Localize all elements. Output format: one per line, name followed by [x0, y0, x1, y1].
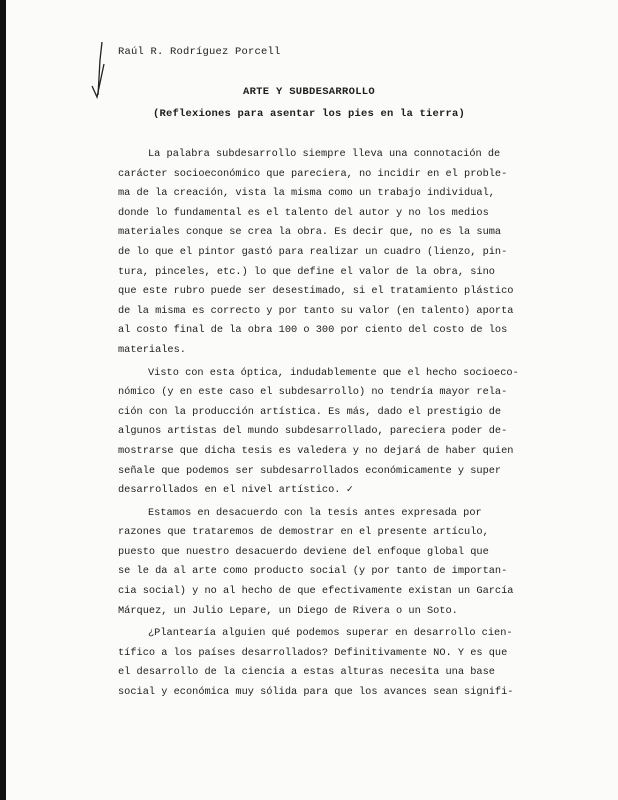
- text-line: donde lo fundamental es el talento del autor y no los medios: [118, 206, 489, 219]
- text-line: de la misma es correcto y por tanto su valor (en talento) aporta: [118, 304, 514, 317]
- text-line: desarrollados en el nivel artístico. ✓: [118, 484, 353, 497]
- text-line: materiales conque se crea la obra. Es decir que, no es la suma: [118, 226, 502, 239]
- text-line: algunos artistas del mundo subdesarrollado, pareciera poder de-: [118, 425, 508, 438]
- article-title: ARTE Y SUBDESARROLLO: [242, 86, 376, 98]
- article-subtitle: (Reflexiones para asentar los pies en la tierra): [152, 108, 466, 120]
- text-line: el desarrollo de la ciencia a estas alturas necesita una base: [118, 666, 495, 679]
- text-line: puesto que nuestro desacuerdo deviene del enfoque global que: [118, 545, 489, 558]
- text-line: Visto con esta óptica, indudablemente que el hecho socioeco-: [148, 366, 519, 379]
- text-line: razones que trataremos de demostrar en el presente artículo,: [118, 526, 489, 539]
- text-line: ¿Plantearía alguien qué podemos superar en desarrollo cien-: [148, 627, 513, 640]
- text-line: señale que podemos ser subdesarrollados económicamente y super: [118, 464, 502, 477]
- text-line: nómico (y en este caso el subdesarrollo) no tendría mayor rela-: [118, 386, 508, 399]
- text-line: materiales.: [118, 343, 186, 356]
- paragraph-1: [118, 145, 568, 361]
- text-line: cia social) y no al hecho de que efectivamente existan un García: [118, 585, 514, 598]
- text-line: ción con la producción artística. Es más, dado el prestigio de: [118, 405, 502, 418]
- paragraph-3: [118, 504, 568, 622]
- text-line: que este rubro puede ser desestimado, si el tratamiento plástico: [118, 285, 514, 298]
- text-line: tura, pinceles, etc.) lo que define el valor de la obra, sino: [118, 265, 495, 278]
- text-line: carácter socioeconómico que pareciera, no incidir en el proble-: [118, 167, 508, 180]
- article-body: [118, 145, 568, 706]
- text-line: La palabra subdesarrollo siempre lleva una connotación de: [148, 148, 501, 160]
- text-line: se le da al arte como producto social (y por tanto de importan-: [118, 565, 508, 578]
- text-line: social y económica muy sólida para que los avances sean signifi-: [118, 686, 514, 699]
- text-line: mostrarse que dicha tesis es valedera y no dejará de haber quien: [118, 444, 514, 457]
- author-line: Raúl R. Rodríguez Porcell: [118, 46, 281, 58]
- text-line: al costo final de la obra 100 o 300 por ciento del costo de los: [118, 324, 508, 337]
- paragraph-2: [118, 364, 568, 501]
- text-line: tífico a los países desarrollados? Definitivamente NO. Y es que: [118, 646, 508, 659]
- text-line: ma de la creación, vista la misma como un trabajo individual,: [118, 187, 495, 200]
- paragraph-4: [118, 624, 568, 702]
- text-line: Márquez, un Julio Lepare, un Diego de Rivera o un Soto.: [118, 604, 458, 617]
- text-line: Estamos en desacuerdo con la tesis antes expresada por: [148, 506, 482, 519]
- text-line: de lo que el pintor gastó para realizar un cuadro (lienzo, pin-: [118, 245, 508, 258]
